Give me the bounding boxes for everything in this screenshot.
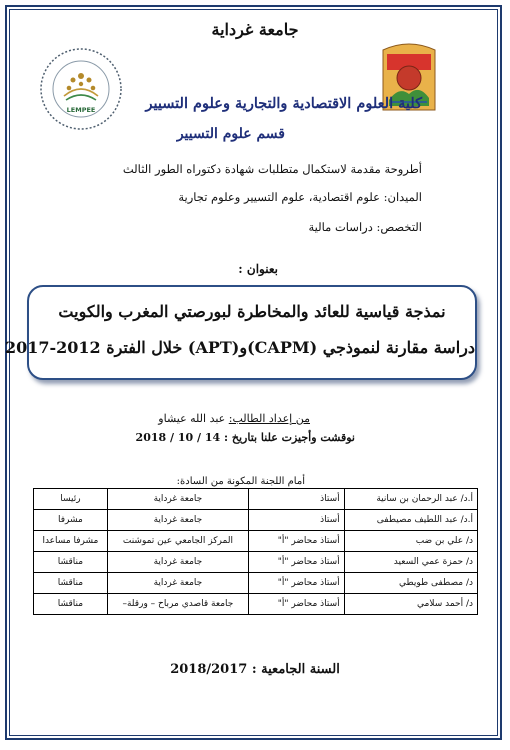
thesis-purpose: أطروحة مقدمة لاستكمال متطلبات شهادة دكتوراه الطور الثالث xyxy=(122,162,422,176)
table-row xyxy=(34,594,478,615)
member-university: جامعة غرداية xyxy=(107,552,248,573)
member-name: د/ علي بن ضب xyxy=(344,531,477,552)
academic-year: السنة الجامعية : 2018/2017 xyxy=(170,662,340,677)
table-row xyxy=(34,552,478,573)
member-name: د/ حمزة عمي السعيد xyxy=(344,552,477,573)
member-university: جامعة قاصدي مرباح – ورقلة– xyxy=(107,594,248,615)
thesis-title-box xyxy=(4,285,477,380)
university-name: جامعة غرداية xyxy=(211,20,299,39)
member-name: د/ مصطفى طويطي xyxy=(344,573,477,594)
member-university: جامعة غرداية xyxy=(107,489,248,510)
member-role: مشرفا مساعدا xyxy=(34,531,108,552)
student-line xyxy=(158,412,310,425)
member-rank: أستاذ محاضر "أ" xyxy=(248,573,344,594)
faculty-name: كلية العلوم الاقتصادية والتجارية وعلوم التسيير xyxy=(145,95,422,112)
table-row xyxy=(34,489,478,510)
member-rank: أستاذ محاضر "أ" xyxy=(248,552,344,573)
member-name: د/ أحمد سلامي xyxy=(344,594,477,615)
member-rank: أستاذ محاضر "أ" xyxy=(248,531,344,552)
committee-table xyxy=(33,488,478,615)
member-role: مشرفا xyxy=(34,510,108,531)
member-role: رئيسا xyxy=(34,489,108,510)
member-role: مناقشا xyxy=(34,594,108,615)
lab-logo-label: LEMPEE xyxy=(66,106,96,114)
member-name: أ.د/ عبد الرحمان بن سانية xyxy=(344,489,477,510)
member-name: أ.د/ عبد اللطيف مصيطفى xyxy=(344,510,477,531)
member-role: مناقشا xyxy=(34,573,108,594)
member-university: جامعة غرداية xyxy=(107,573,248,594)
member-role: مناقشا xyxy=(34,552,108,573)
thesis-title-line2: دراسة مقارنة لنموذجي (CAPM)و(APT) خلال الفترة 2012-2017 xyxy=(4,338,475,357)
committee-title: أمام اللجنة المكونة من السادة: xyxy=(176,476,305,487)
department-name: قسم علوم التسيير xyxy=(176,126,285,142)
table-row xyxy=(34,531,478,552)
member-rank: أستاذ xyxy=(248,489,344,510)
member-university: المركز الجامعي عين تموشنت xyxy=(107,531,248,552)
member-university: جامعة غرداية xyxy=(107,510,248,531)
student-label: من إعداد الطالب: xyxy=(228,412,310,425)
thesis-field: الميدان: علوم اقتصادية، علوم التسيير وعلوم تجارية xyxy=(178,190,422,204)
lab-logo xyxy=(38,46,124,132)
table-row xyxy=(34,573,478,594)
member-rank: أستاذ محاضر "أ" xyxy=(248,594,344,615)
defense-date: نوقشت وأجيزت علنا بتاريخ : 14 / 10 / 2018 xyxy=(135,431,355,444)
table-row xyxy=(34,510,478,531)
student-name: عبد الله عيشاو xyxy=(158,412,226,425)
thesis-specialty: التخصص: دراسات مالية xyxy=(308,220,422,234)
titled-label: بعنوان : xyxy=(238,262,278,276)
member-rank: أستاذ xyxy=(248,510,344,531)
thesis-title-line1: نمذجة قياسية للعائد والمخاطرة لبورصتي المغرب والكويت xyxy=(58,302,446,321)
